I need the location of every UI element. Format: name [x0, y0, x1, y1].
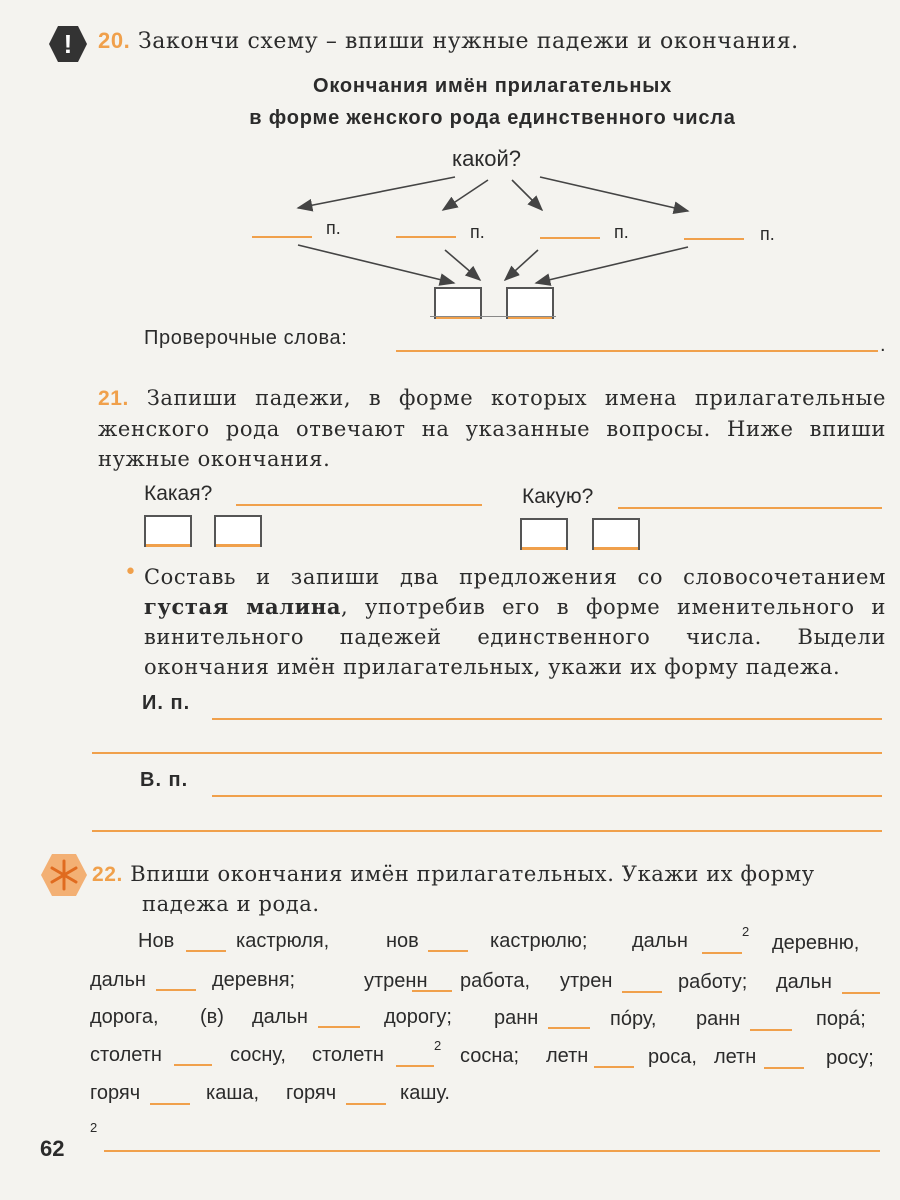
- stem: утренн: [364, 970, 428, 992]
- nominative-line-2[interactable]: [92, 752, 882, 754]
- word: работа,: [460, 970, 530, 992]
- ending-blank[interactable]: [750, 1029, 792, 1031]
- stem: дальн: [632, 930, 688, 952]
- kakaya-answer-line[interactable]: [236, 504, 482, 506]
- word: роса,: [648, 1046, 697, 1068]
- ex21-number: 21.: [98, 387, 129, 410]
- stem: летн: [546, 1045, 589, 1067]
- question-kakaya: Какая?: [144, 482, 213, 505]
- stem: утрен: [560, 970, 613, 992]
- ending-blank[interactable]: [702, 952, 742, 954]
- stem: столетн: [312, 1044, 384, 1066]
- stem: горяч: [286, 1082, 337, 1104]
- word: дорогу;: [384, 1006, 452, 1028]
- ex20-title-line2: в форме женского рода единственного числа: [249, 107, 736, 129]
- superscript: 2: [434, 1038, 442, 1053]
- ex21-task-phrase: густая малина: [144, 594, 342, 619]
- stem: ранн: [494, 1007, 539, 1029]
- ex22-header: [92, 862, 815, 887]
- case-blank-3[interactable]: [540, 237, 600, 239]
- case-abbr-4: п.: [760, 224, 775, 244]
- ex20-question: какой?: [452, 146, 521, 171]
- word: росу;: [826, 1047, 874, 1069]
- footer-superscript: 2: [90, 1120, 98, 1135]
- label-nominative: И. п.: [142, 692, 191, 714]
- word: кастрюлю;: [490, 930, 588, 952]
- kakuyu-ending-box-2[interactable]: [592, 518, 640, 550]
- ex22-instruction-line2: падежа и рода.: [142, 892, 320, 916]
- ex20-title-line1: Окончания имён прилагательных: [312, 75, 673, 97]
- ex21-instruction: Запиши падежи, в форме которых имена прилагательные женского рода отвечают на указанные вопросы. Ниже впиши нужные окончания.: [98, 386, 887, 471]
- stem: ранн: [696, 1008, 741, 1030]
- stem: Нов: [138, 930, 175, 952]
- ending-blank[interactable]: [346, 1103, 386, 1105]
- ending-blank[interactable]: [842, 992, 880, 994]
- word: сосна;: [460, 1045, 520, 1067]
- word: (в): [200, 1006, 224, 1028]
- stem: столетн: [90, 1044, 162, 1066]
- ex21-task-text-2: , употребив его в форме именительного и винительного падежей единственного числа. Выдели окончания имён прилагательных, укажи их форму падежа.: [144, 595, 886, 679]
- ex20-number: 20.: [98, 28, 131, 53]
- check-words-end: .: [880, 334, 886, 356]
- ex22-number: 22.: [92, 863, 123, 886]
- kakaya-ending-box-2[interactable]: [214, 515, 262, 547]
- page-number: 62: [40, 1136, 65, 1161]
- question-kakuyu: Какую?: [522, 485, 594, 508]
- stem: нов: [386, 930, 419, 952]
- ending-blank[interactable]: [150, 1103, 190, 1105]
- superscript: 2: [742, 924, 750, 939]
- boxes-baseline: [430, 316, 556, 317]
- nominative-line-1[interactable]: [212, 718, 882, 720]
- ending-blank[interactable]: [396, 1065, 434, 1067]
- word: каша,: [206, 1082, 260, 1104]
- task-bullet: •: [124, 560, 137, 585]
- accusative-line-1[interactable]: [212, 795, 882, 797]
- ending-blank[interactable]: [548, 1027, 590, 1029]
- ending-blank[interactable]: [764, 1067, 804, 1069]
- case-blank-4[interactable]: [684, 238, 744, 240]
- word: деревню,: [772, 932, 860, 954]
- case-abbr-3: п.: [614, 222, 629, 242]
- ending-blank[interactable]: [186, 950, 226, 952]
- ex22-badge: [40, 852, 88, 898]
- word: работу;: [678, 971, 748, 993]
- ending-blank[interactable]: [412, 990, 452, 992]
- stem: летн: [714, 1046, 757, 1068]
- case-abbr-1: п.: [326, 218, 341, 238]
- stem: дальн: [252, 1006, 308, 1028]
- ex21-task-text-1: Составь и запиши два предложения со словосочетанием: [144, 565, 886, 589]
- case-abbr-2: п.: [470, 222, 485, 242]
- footer-answer-line[interactable]: [104, 1150, 880, 1152]
- kakaya-ending-box-1[interactable]: [144, 515, 192, 547]
- ending-blank[interactable]: [428, 950, 468, 952]
- ex20-scheme-arrows: [0, 0, 900, 330]
- kakuyu-ending-box-1[interactable]: [520, 518, 568, 550]
- label-accusative: В. п.: [140, 769, 189, 791]
- accusative-line-2[interactable]: [92, 830, 882, 832]
- ex20-instruction: Закончи схему – впиши нужные падежи и окончания.: [137, 29, 799, 54]
- word: сосну,: [230, 1044, 286, 1066]
- ending-box-1[interactable]: [434, 287, 482, 319]
- case-blank-2[interactable]: [396, 236, 456, 238]
- ending-blank[interactable]: [156, 989, 196, 991]
- stem: дальн: [776, 971, 832, 993]
- word: порá;: [816, 1008, 866, 1030]
- asterisk-hexagon-icon: [40, 852, 88, 898]
- ex22-instruction-line1: Впиши окончания имён прилагательных. Укажи их форму: [130, 862, 815, 886]
- ending-blank[interactable]: [318, 1026, 360, 1028]
- word: дорога,: [90, 1006, 159, 1028]
- stem: горяч: [90, 1082, 141, 1104]
- svg-text:!: !: [63, 29, 73, 59]
- word: деревня;: [212, 969, 296, 991]
- word: кашу.: [400, 1082, 450, 1104]
- check-words-line[interactable]: [396, 350, 878, 352]
- ending-blank[interactable]: [174, 1064, 212, 1066]
- word: кастрюля,: [236, 930, 330, 952]
- ending-box-2[interactable]: [506, 287, 554, 319]
- word: пóру,: [610, 1008, 657, 1030]
- kakuyu-answer-line[interactable]: [618, 507, 882, 509]
- ending-blank[interactable]: [622, 991, 662, 993]
- ex21-instruction-block: [98, 383, 886, 474]
- ex21-task: [144, 562, 886, 682]
- case-blank-1[interactable]: [252, 236, 312, 238]
- stem: дальн: [90, 969, 146, 991]
- ending-blank[interactable]: [594, 1066, 634, 1068]
- check-words-label: Проверочные слова:: [144, 327, 348, 349]
